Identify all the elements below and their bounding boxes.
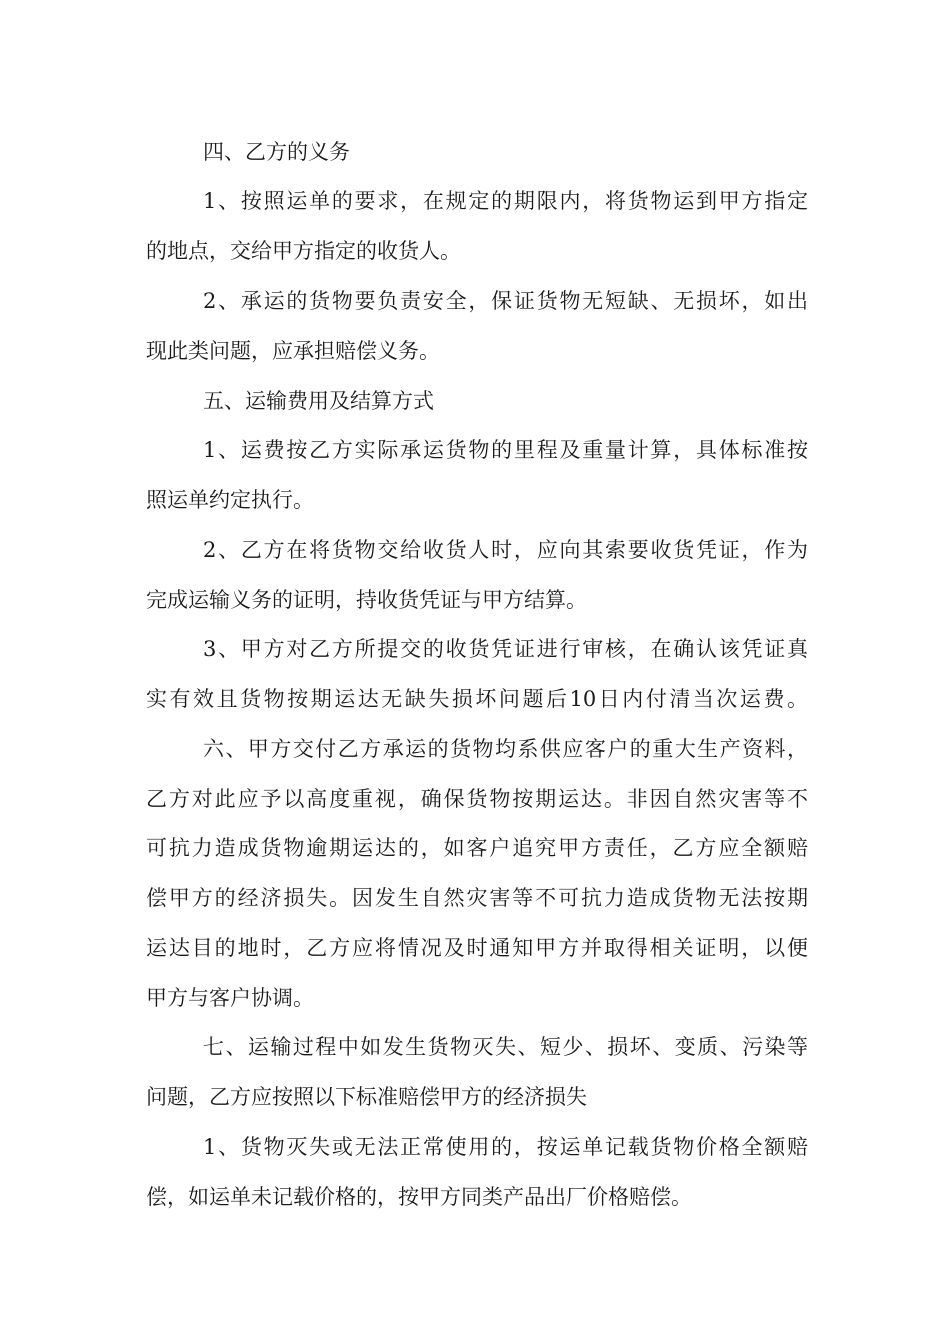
paragraph-line: 3、甲方对乙方所提交的收货凭证进行审核，在确认该凭证真	[203, 637, 808, 661]
paragraph-line: 可抗力造成货物逾期运达的，如客户追究甲方责任，乙方应全额赔	[146, 836, 808, 860]
paragraph-line: 偿甲方的经济损失。因发生自然灾害等不可抗力造成货物无法按期	[146, 886, 808, 910]
paragraph-line: 问题，乙方应按照以下标准赔偿甲方的经济损失	[146, 1085, 587, 1109]
paragraph-line: 六、甲方交付乙方承运的货物均系供应客户的重大生产资料，	[203, 737, 808, 761]
paragraph-line: 偿，如运单未记载价格的，按甲方同类产品出厂价格赔偿。	[146, 1185, 692, 1209]
section-heading-5: 五、运输费用及结算方式	[203, 389, 434, 413]
paragraph-line: 2、乙方在将货物交给收货人时，应向其索要收货凭证，作为	[203, 538, 808, 562]
paragraph-line: 2、承运的货物要负责安全，保证货物无短缺、无损坏，如出	[203, 289, 808, 313]
paragraph-line: 完成运输义务的证明，持收货凭证与甲方结算。	[146, 588, 587, 612]
paragraph-line: 实有效且货物按期运达无缺失损坏问题后10日内付清当次运费。	[146, 687, 808, 711]
paragraph-line: 甲方与客户协调。	[146, 986, 314, 1010]
section-heading-4: 四、乙方的义务	[203, 140, 350, 164]
paragraph-line: 1、货物灭失或无法正常使用的，按运单记载货物价格全额赔	[203, 1135, 808, 1159]
paragraph-line: 乙方对此应予以高度重视，确保货物按期运达。非因自然灾害等不	[146, 787, 808, 811]
paragraph-line: 1、运费按乙方实际承运货物的里程及重量计算，具体标准按	[203, 438, 808, 462]
paragraph-line: 的地点，交给甲方指定的收货人。	[146, 239, 461, 263]
paragraph-line: 1、按照运单的要求，在规定的期限内，将货物运到甲方指定	[203, 189, 808, 213]
paragraph-line: 七、运输过程中如发生货物灭失、短少、损坏、变质、污染等	[203, 1035, 808, 1059]
paragraph-line: 现此类问题，应承担赔偿义务。	[146, 339, 440, 363]
paragraph-line: 照运单约定执行。	[146, 488, 314, 512]
paragraph-line: 运达目的地时，乙方应将情况及时通知甲方并取得相关证明，以便	[146, 936, 808, 960]
